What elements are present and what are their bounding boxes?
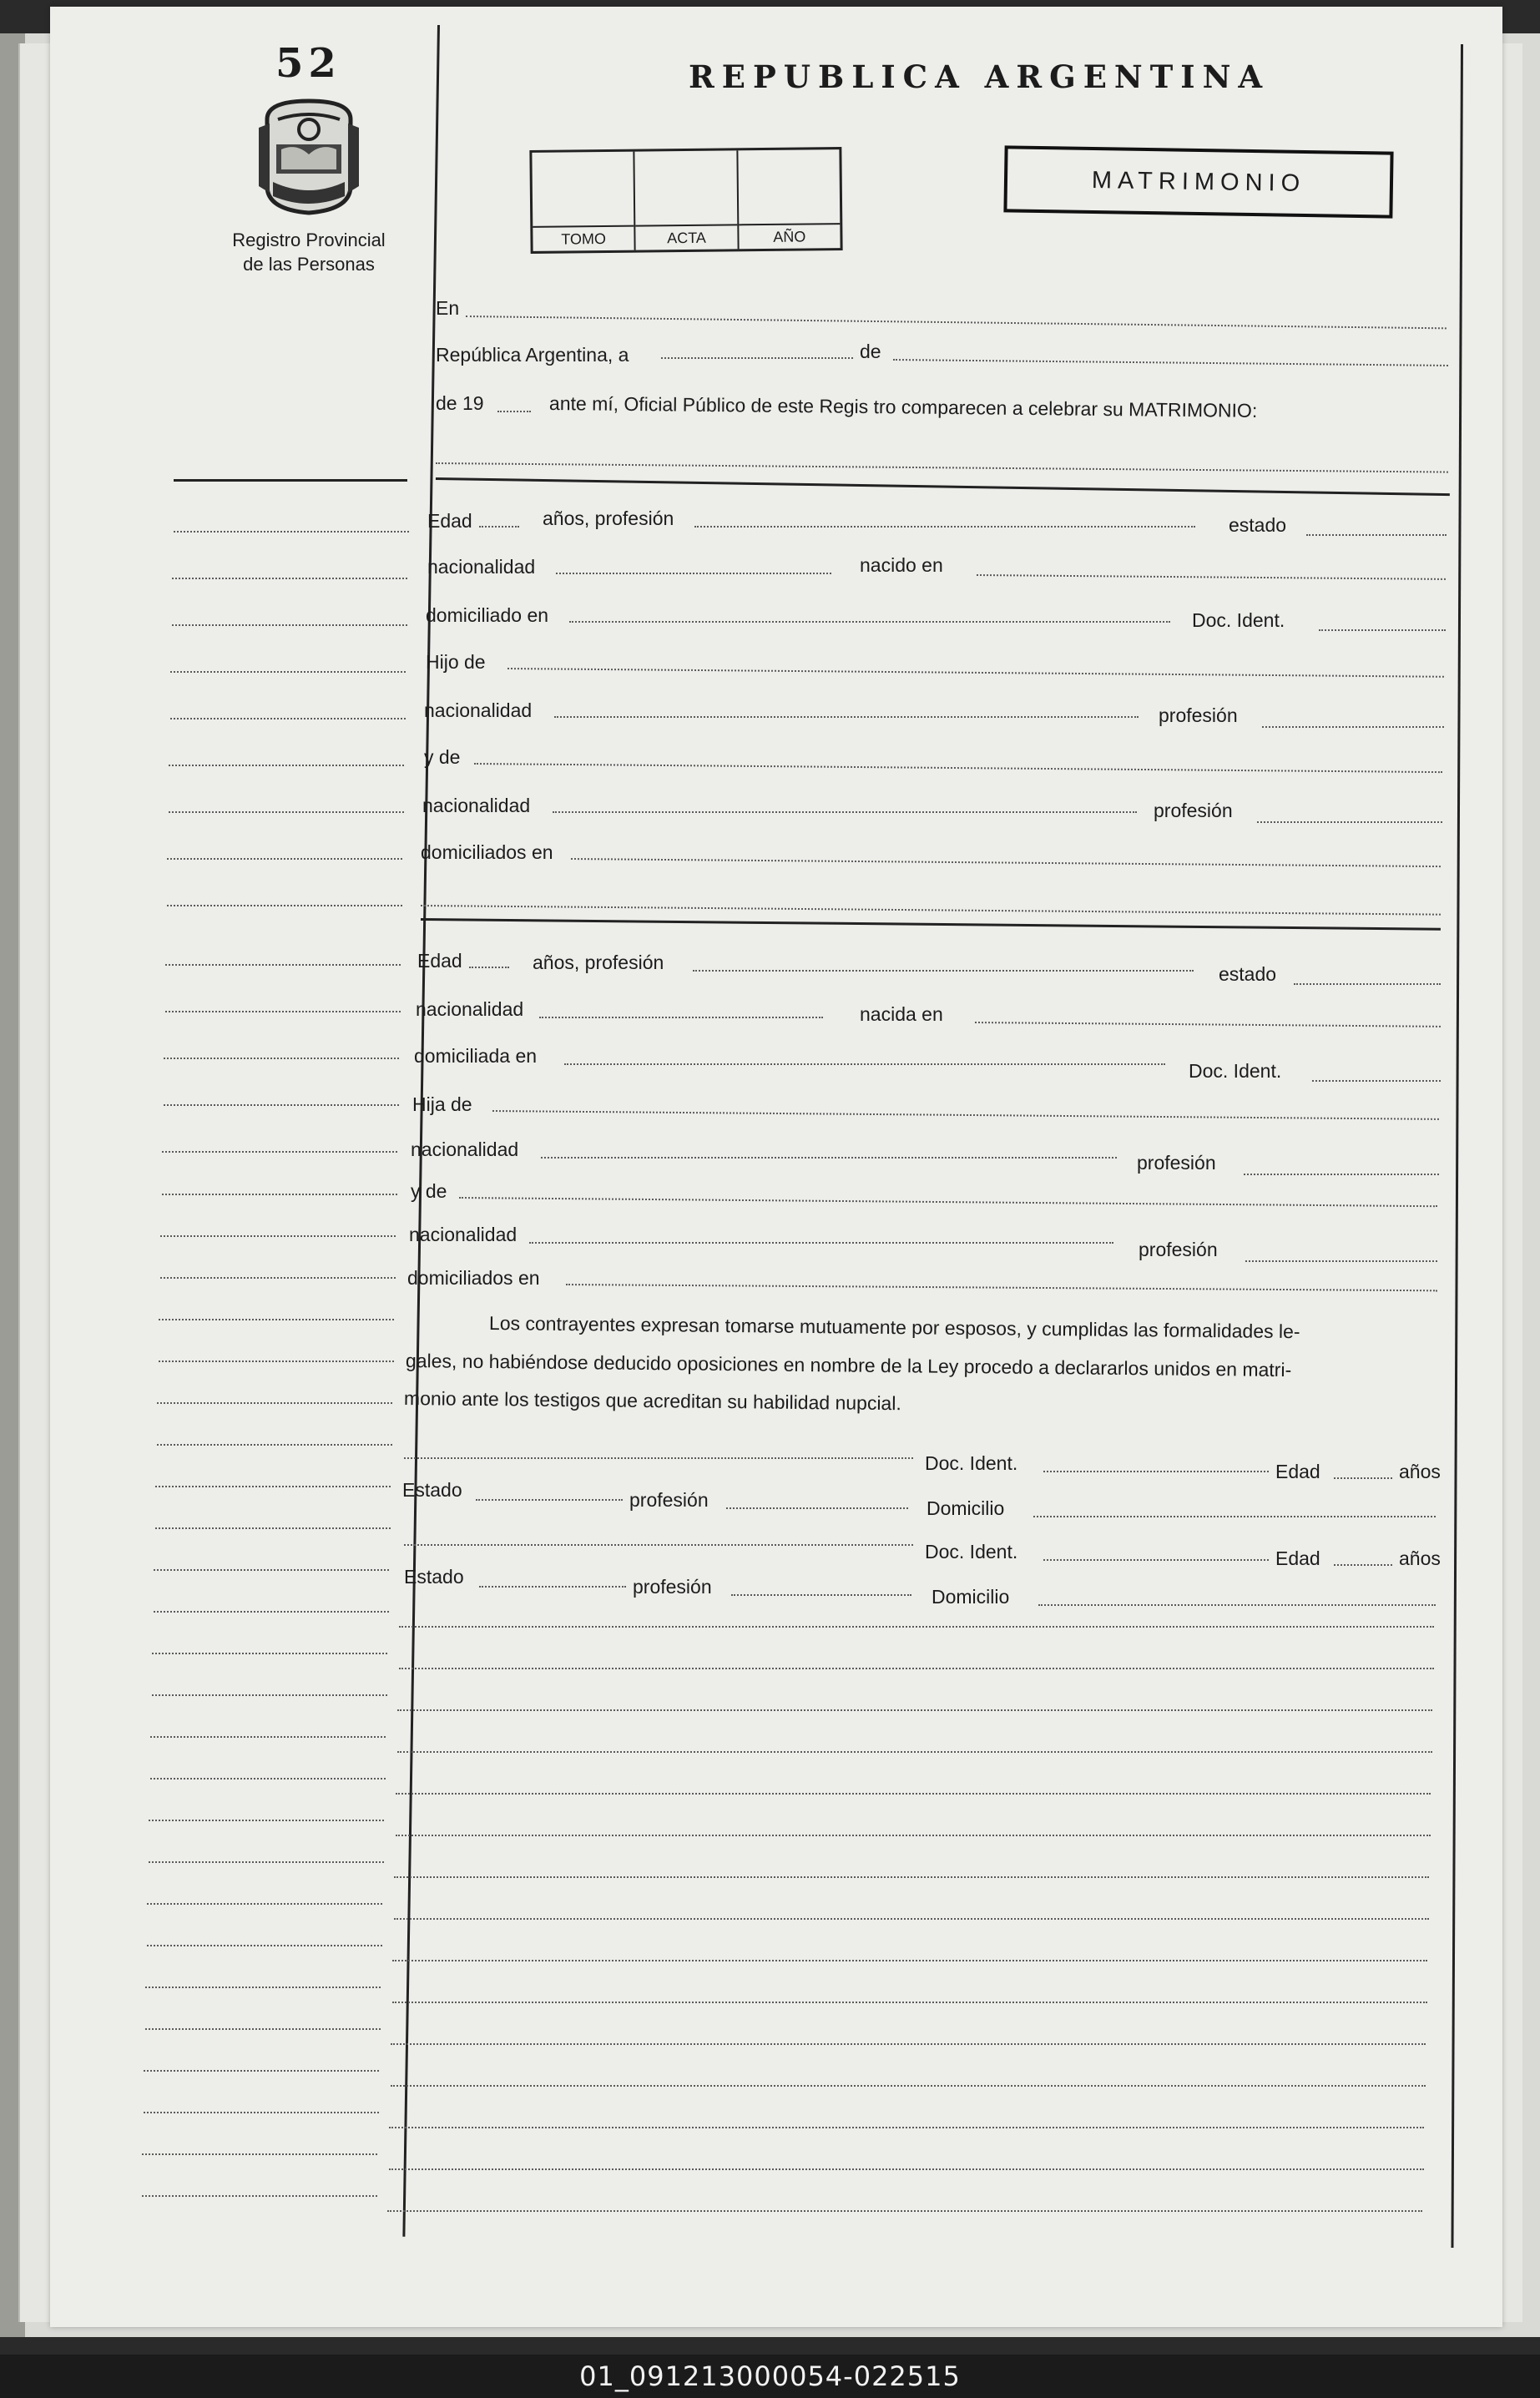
field-month[interactable] <box>893 359 1448 366</box>
bride-y-de-label: y de <box>411 1180 447 1202</box>
witness2-doc-ident-label: Doc. Ident. <box>925 1541 1018 1562</box>
bride-father-profesion-label: profesión <box>1137 1152 1216 1174</box>
witness2-estado-field[interactable] <box>479 1586 626 1588</box>
groom-estado-field[interactable] <box>1306 534 1447 536</box>
bride-domiciliada-field[interactable] <box>564 1063 1165 1065</box>
bride-nacionalidad-label: nacionalidad <box>416 998 524 1020</box>
groom-doc-ident-field[interactable] <box>1319 629 1446 631</box>
groom-mother-field[interactable] <box>474 763 1442 773</box>
field-year[interactable] <box>497 411 531 412</box>
bride-domiciliados-label: domiciliados en <box>407 1267 540 1289</box>
bride-estado-label: estado <box>1219 963 1277 985</box>
ano-cell[interactable] <box>738 149 841 249</box>
groom-extra-field[interactable] <box>421 905 1441 916</box>
witness1-profesion-field[interactable] <box>726 1507 908 1509</box>
acta-cell[interactable] <box>635 150 740 250</box>
witness2-edad-label: Edad <box>1275 1547 1320 1569</box>
right-border <box>1451 44 1463 2248</box>
field-en[interactable] <box>466 316 1447 329</box>
groom-section-rule <box>421 918 1441 931</box>
witness1-estado-label: Estado <box>402 1479 462 1501</box>
groom-edad-label: Edad <box>427 510 472 532</box>
bride-profesion-field[interactable] <box>693 970 1194 972</box>
witness1-edad-field[interactable] <box>1334 1477 1392 1479</box>
groom-edad-field[interactable] <box>479 526 519 528</box>
bride-nacida-field[interactable] <box>975 1022 1441 1027</box>
page-number: 52 <box>275 40 341 87</box>
bride-mother-nacionalidad-label: nacionalidad <box>409 1224 518 1245</box>
groom-father-nacionalidad-label: nacionalidad <box>424 699 533 721</box>
witness2-edad-field[interactable] <box>1334 1564 1392 1566</box>
witness1-estado-field[interactable] <box>476 1499 623 1501</box>
bride-hija-label: Hija de <box>412 1093 472 1115</box>
image-code-caption: 01_091213000054-022515 <box>0 2355 1540 2398</box>
witness2-profesion-label: profesión <box>633 1576 712 1598</box>
tomo-label: TOMO <box>533 225 634 251</box>
field-parties[interactable] <box>436 462 1448 473</box>
witness1-domicilio-field[interactable] <box>1033 1516 1436 1517</box>
witness1-name-field[interactable] <box>404 1457 913 1459</box>
witness1-doc-ident-field[interactable] <box>1043 1471 1269 1472</box>
groom-domiciliado-label: domiciliado en <box>426 604 549 626</box>
register-table <box>529 147 842 254</box>
witness2-doc-ident-field[interactable] <box>1043 1559 1269 1561</box>
record-type-box: MATRIMONIO <box>1003 145 1393 218</box>
margin-rule <box>174 479 407 482</box>
bride-father-nacionalidad-field[interactable] <box>541 1157 1117 1159</box>
groom-profesion-field[interactable] <box>694 526 1195 528</box>
tomo-cell[interactable] <box>532 152 636 251</box>
bride-doc-ident-label: Doc. Ident. <box>1189 1060 1282 1082</box>
witness1-anos-label: años <box>1399 1461 1441 1482</box>
witness1-domicilio-label: Domicilio <box>927 1497 1005 1519</box>
groom-father-field[interactable] <box>507 668 1444 678</box>
bride-estado-field[interactable] <box>1294 983 1441 985</box>
provincial-seal-icon <box>255 94 363 220</box>
witness2-domicilio-label: Domicilio <box>932 1586 1010 1608</box>
groom-father-profesion-label: profesión <box>1159 704 1238 726</box>
groom-domiciliados-label: domiciliados en <box>421 841 553 863</box>
witness2-name-field[interactable] <box>404 1544 913 1546</box>
groom-estado-label: estado <box>1229 514 1287 536</box>
groom-mother-nacionalidad-field[interactable] <box>553 811 1137 813</box>
bride-mother-profesion-field[interactable] <box>1245 1260 1437 1262</box>
groom-anos-profesion-label: años, profesión <box>543 507 674 529</box>
intro-rule <box>436 477 1450 496</box>
groom-y-de-label: y de <box>424 746 461 768</box>
label-republica: República Argentina, a <box>436 344 629 366</box>
marriage-record-form <box>50 7 1502 2327</box>
bride-doc-ident-field[interactable] <box>1312 1080 1441 1082</box>
witness1-edad-label: Edad <box>1275 1461 1320 1482</box>
acta-label: ACTA <box>636 224 738 250</box>
bride-anos-profesion-label: años, profesión <box>533 952 664 973</box>
registry-name-line2: de las Personas <box>243 254 375 275</box>
label-en: En <box>436 297 460 319</box>
bride-edad-field[interactable] <box>469 967 509 968</box>
bride-nacionalidad-field[interactable] <box>539 1017 823 1018</box>
groom-mother-nacionalidad-label: nacionalidad <box>422 795 531 816</box>
declaration-line2: gales, no habiéndose deducido oposiciones en nombre de la Ley procedo a declararlos unidos en matri- <box>405 1350 1292 1381</box>
column-divider <box>402 25 440 2237</box>
bride-mother-nacionalidad-field[interactable] <box>529 1242 1113 1244</box>
bride-mother-field[interactable] <box>459 1197 1437 1207</box>
groom-domiciliados-field[interactable] <box>571 858 1441 867</box>
groom-doc-ident-label: Doc. Ident. <box>1192 609 1285 631</box>
groom-hijo-label: Hijo de <box>426 651 486 673</box>
label-de19: de 19 <box>436 392 484 414</box>
bride-edad-label: Edad <box>417 950 462 972</box>
witness2-profesion-field[interactable] <box>731 1594 911 1596</box>
groom-father-profesion-field[interactable] <box>1262 726 1444 728</box>
groom-nacionalidad-field[interactable] <box>556 573 831 574</box>
bride-father-nacionalidad-label: nacionalidad <box>411 1138 519 1160</box>
registry-name-line1: Registro Provincial <box>232 230 386 250</box>
registry-name <box>209 228 409 276</box>
bride-domiciliados-field[interactable] <box>566 1284 1437 1291</box>
country-title: REPUBLICA ARGENTINA <box>689 58 1270 95</box>
groom-mother-profesion-field[interactable] <box>1257 821 1442 823</box>
witness2-anos-label: años <box>1399 1547 1441 1569</box>
witness1-doc-ident-label: Doc. Ident. <box>925 1452 1018 1474</box>
ano-label: AÑO <box>739 223 841 249</box>
groom-nacido-field[interactable] <box>977 574 1446 580</box>
groom-nacionalidad-label: nacionalidad <box>427 556 536 578</box>
label-ante: ante mí, Oficial Público de este Regis tro comparecen a celebrar su MATRIMONIO: <box>548 392 1258 422</box>
witness1-profesion-label: profesión <box>629 1489 709 1511</box>
declaration-line1: Los contrayentes expresan tomarse mutuamente por esposos, y cumplidas las formalidades le- <box>488 1312 1300 1343</box>
groom-domiciliado-field[interactable] <box>569 621 1170 623</box>
bride-mother-profesion-label: profesión <box>1139 1239 1218 1260</box>
witness2-domicilio-field[interactable] <box>1038 1604 1436 1606</box>
bride-nacida-en-label: nacida en <box>860 1003 943 1025</box>
declaration-line3: monio ante los testigos que acreditan su habilidad nupcial. <box>403 1387 901 1415</box>
bride-father-profesion-field[interactable] <box>1244 1174 1439 1175</box>
witness2-estado-label: Estado <box>404 1566 464 1588</box>
groom-nacido-en-label: nacido en <box>860 554 943 576</box>
bride-father-field[interactable] <box>492 1110 1439 1120</box>
bride-domiciliada-label: domiciliada en <box>414 1045 538 1067</box>
groom-father-nacionalidad-field[interactable] <box>554 716 1139 718</box>
field-day[interactable] <box>661 357 853 359</box>
label-de: de <box>860 341 881 362</box>
groom-mother-profesion-label: profesión <box>1154 800 1233 821</box>
